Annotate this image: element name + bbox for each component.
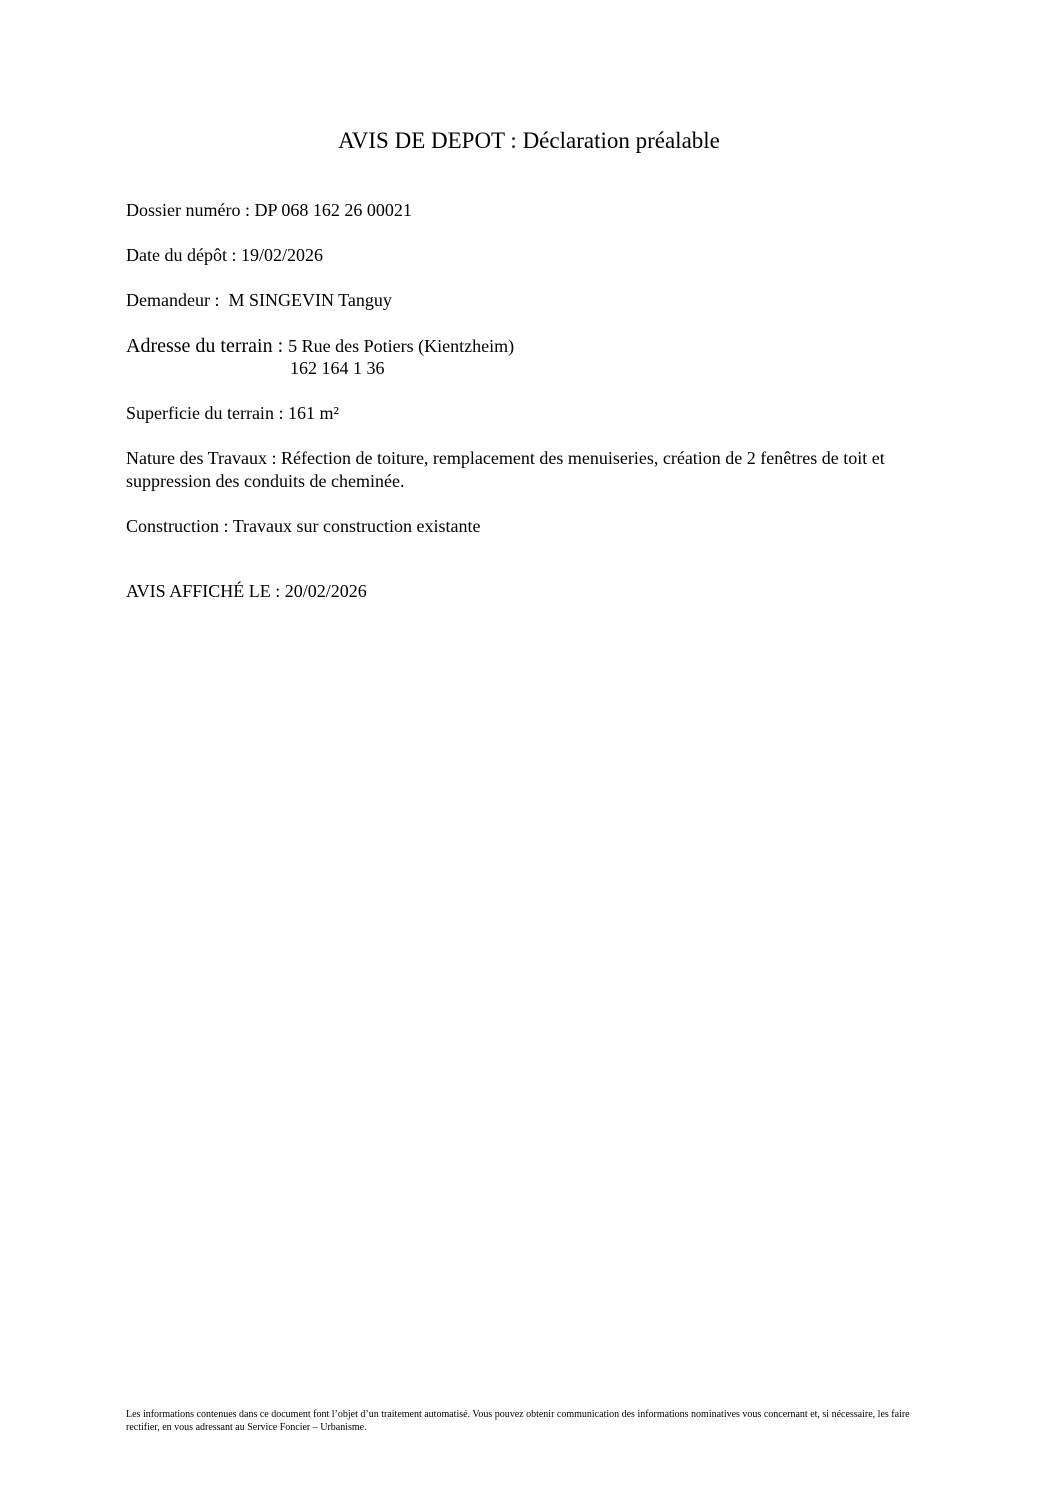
applicant-label: Demandeur : [126, 290, 229, 310]
land-area [126, 402, 339, 425]
land-address-value: 5 Rue des Potiers (Kientzheim) [288, 336, 515, 356]
dossier-number [126, 199, 412, 222]
deposit-date-label: Date du dépôt : [126, 245, 241, 265]
land-area-label: Superficie du terrain : [126, 403, 288, 423]
works-nature-value: Réfection de toiture, remplacement des menuiseries, création de 2 fenêtres de toit et suppression des conduits de cheminée. [126, 448, 885, 491]
works-nature-label: Nature des Travaux : [126, 448, 281, 468]
dossier-label: Dossier numéro : [126, 200, 255, 220]
posting-date-label: AVIS AFFICHÉ LE : [126, 581, 285, 601]
land-address [126, 335, 514, 358]
applicant-value: M SINGEVIN Tanguy [228, 290, 392, 310]
works-nature [126, 447, 946, 493]
construction-label: Construction : [126, 516, 233, 536]
applicant [126, 289, 392, 312]
land-parcel: 162 164 1 36 [290, 358, 385, 378]
notice-title: AVIS DE DEPOT : Déclaration préalable [338, 128, 720, 153]
deposit-date [126, 244, 323, 267]
construction-type [126, 515, 480, 538]
land-area-value: 161 m² [287, 403, 339, 423]
land-address-label: Adresse du terrain : [126, 335, 289, 357]
deposit-date-value: 19/02/2026 [240, 245, 323, 265]
posting-date [126, 580, 367, 603]
construction-value: Travaux sur construction existante [232, 516, 481, 536]
posting-date-value: 20/02/2026 [284, 581, 367, 601]
privacy-footer: Les informations contenues dans ce document font l’objet d’un traitement automatisé. Vous pouvez obtenir communication des informations nominatives vous concernant et, si nécessaire, les faire rectifier, en vous adressant au Service Foncier – Urbanisme. [126, 1409, 910, 1433]
dossier-value: DP 068 162 26 00021 [254, 200, 412, 220]
